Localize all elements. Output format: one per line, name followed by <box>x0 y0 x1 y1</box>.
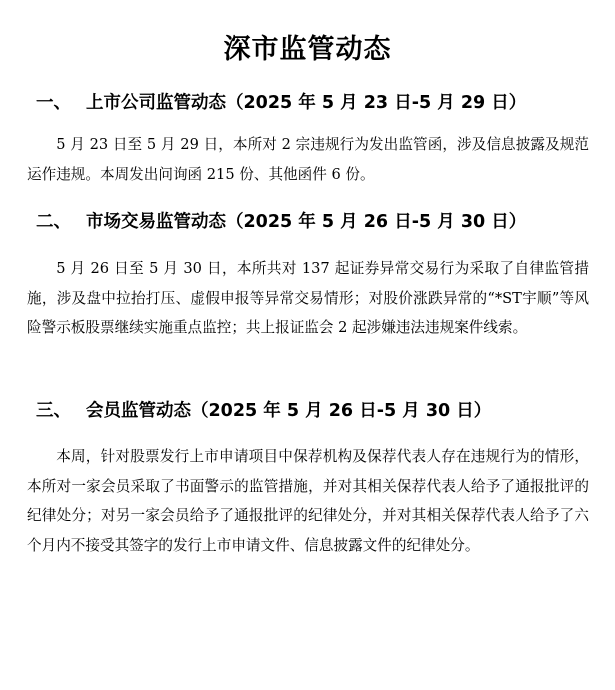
section-number-1: 一、 <box>36 93 71 113</box>
section-heading-text-3: 会员监管动态（2025 年 5 月 26 日-5 月 30 日） <box>86 401 492 421</box>
section-number-3: 三、 <box>36 401 71 421</box>
page-title: 深市监管动态 <box>223 34 392 65</box>
section-heading-2 <box>36 209 606 235</box>
section-number-2: 二、 <box>36 212 71 232</box>
section-body-3: 本周，针对股票发行上市申请项目中保荐机构及保荐代表人存在违规行为的情形，本所对一家会员采取了书面警示的监管措施，并对其相关保荐代表人给予了通报批评的纪律处分；对另一家会员给予了通报批评的纪律处分，并对其相关保荐代表人给予了六个月内不接受其签字的发行上市申请文件、信息披露文件的纪律处分。 <box>27 448 589 554</box>
section-heading-3 <box>36 398 606 424</box>
section-body-2: 5 月 26 日至 5 月 30 日，本所共对 137 起证券异常交易行为采取了自律监管措施，涉及盘中拉抬打压、虚假申报等异常交易情形；对股价涨跌异常的“*ST宇顺”等风险警示板股票继续实施重点监控；共上报证监会 2 起涉嫌违法违规案件线索。 <box>27 260 589 336</box>
section-body-1: 5 月 23 日至 5 月 29 日，本所对 2 宗违规行为发出监管函，涉及信息披露及规范运作违规。本周发出问询函 215 份、其他函件 6 份。 <box>27 136 589 183</box>
section-heading-text-2: 市场交易监管动态（2025 年 5 月 26 日-5 月 30 日） <box>86 212 527 232</box>
section-heading-1 <box>36 90 606 116</box>
section-heading-text-1: 上市公司监管动态（2025 年 5 月 23 日-5 月 29 日） <box>86 93 527 113</box>
